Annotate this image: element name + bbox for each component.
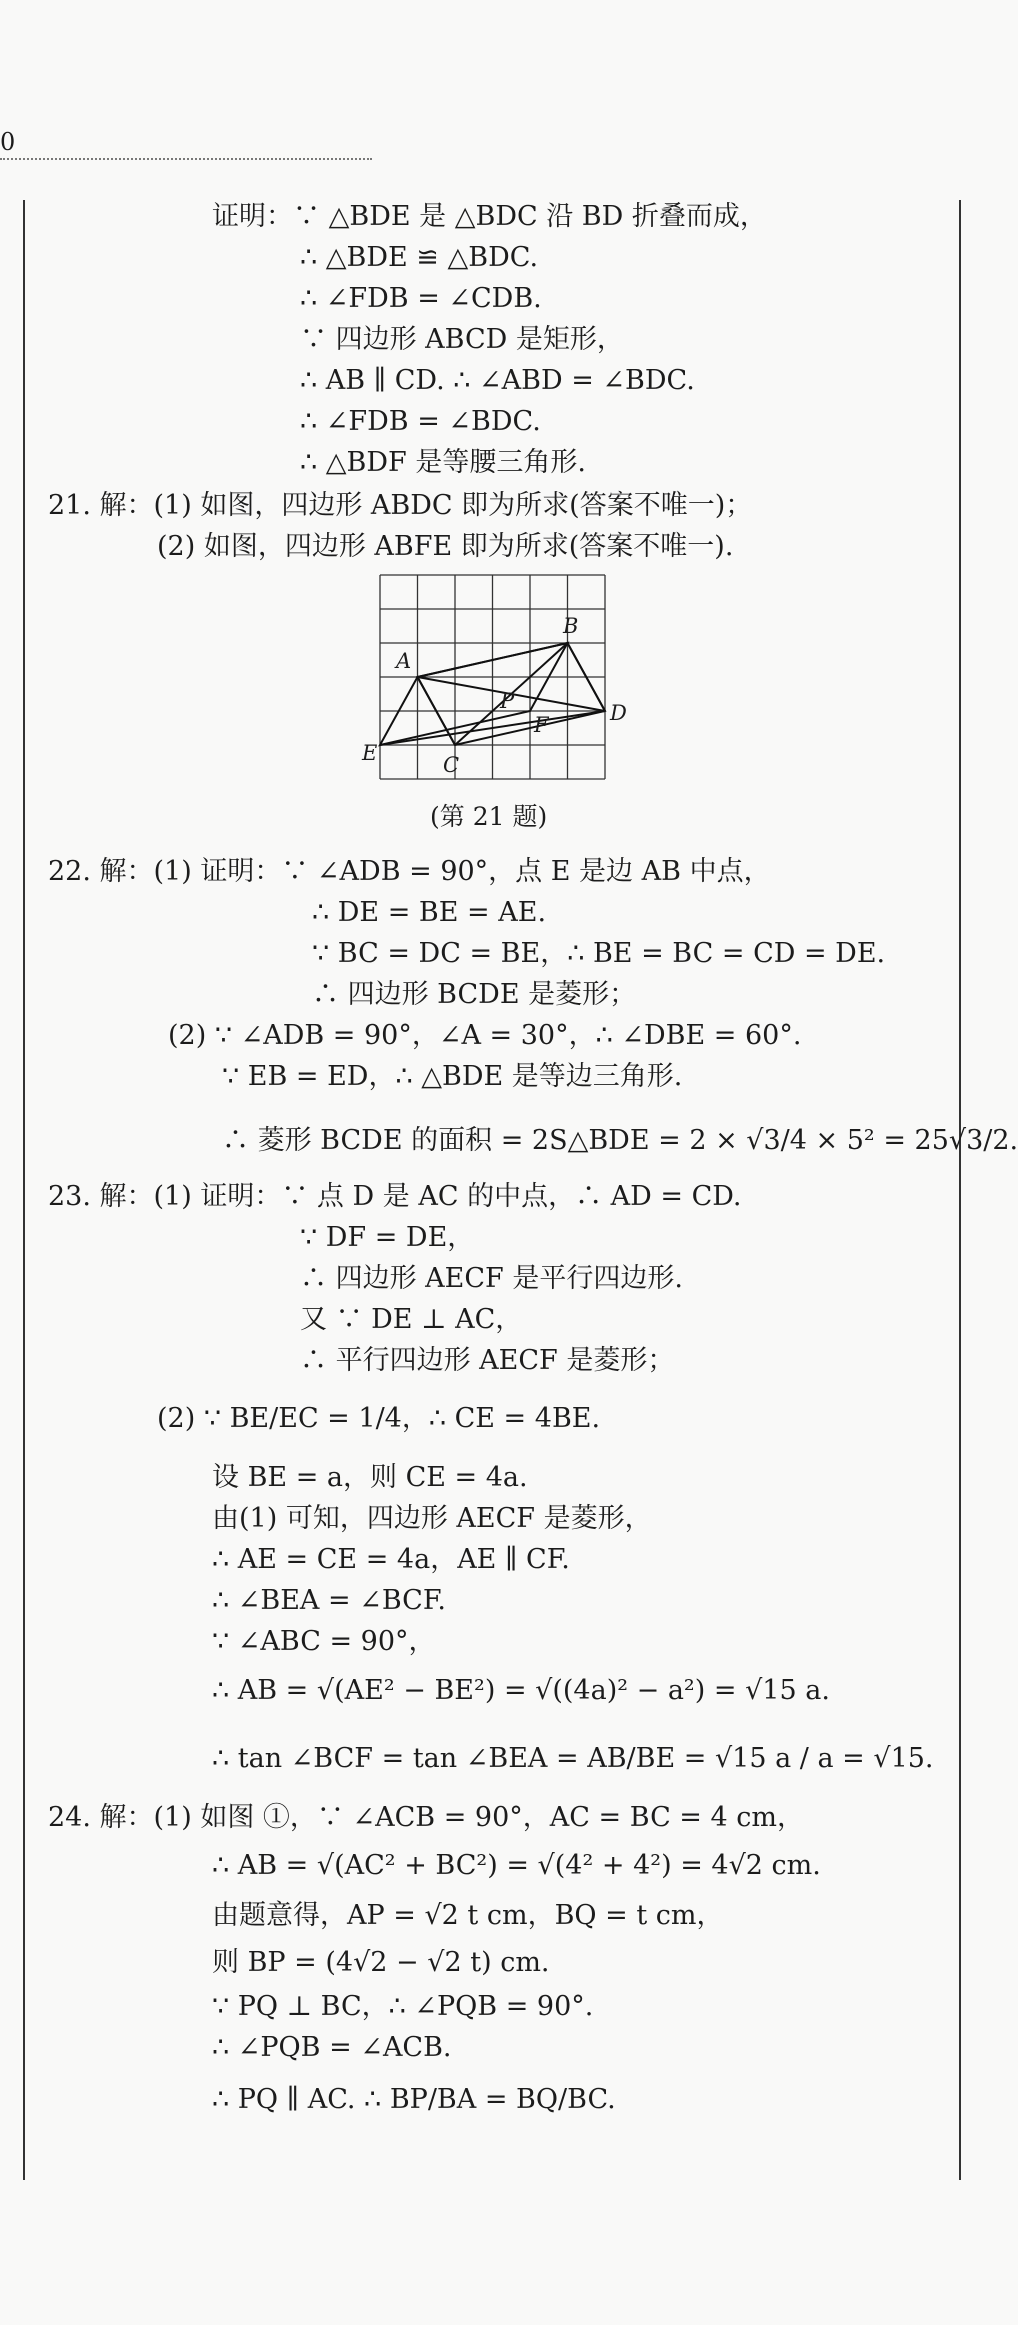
figure-label: E bbox=[362, 741, 378, 765]
figure-caption: (第 21 题) bbox=[430, 802, 548, 831]
figure-label: B bbox=[563, 614, 579, 638]
text-line: ∴ ∠PQB = ∠ACB. bbox=[212, 2032, 452, 2063]
text-line: ∵ BC = DC = BE，∴ BE = BC = CD = DE. bbox=[312, 938, 886, 969]
left-margin-rule bbox=[23, 200, 25, 2180]
right-margin-rule bbox=[959, 200, 961, 2180]
header-dotted-rule bbox=[0, 158, 372, 160]
figure-label: F bbox=[534, 713, 549, 737]
text-line: ∴ ∠BEA = ∠BCF. bbox=[212, 1585, 446, 1616]
text-line: ∴ 平行四边形 AECF 是菱形； bbox=[300, 1345, 675, 1376]
text-line: ∵ 四边形 ABCD 是矩形， bbox=[300, 324, 624, 355]
text-line: ∵ DF = DE， bbox=[300, 1222, 475, 1253]
text-line: ∵ PQ ⊥ BC，∴ ∠PQB = 90°. bbox=[212, 1991, 594, 2022]
text-line: 由题意得，AP = √2 t cm，BQ = t cm， bbox=[212, 1900, 724, 1931]
text-line: ∴ △BDE ≌ △BDC. bbox=[300, 242, 539, 273]
text-line: ∴ △BDF 是等腰三角形. bbox=[300, 447, 586, 478]
text-line: 22. 解：(1) 证明：∵ ∠ADB = 90°，点 E 是边 AB 中点， bbox=[48, 856, 771, 887]
text-line: 由(1) 可知，四边形 AECF 是菱形， bbox=[212, 1503, 652, 1534]
figure-label: D bbox=[610, 701, 627, 725]
figure-label: P bbox=[500, 689, 515, 713]
text-line: ∴ PQ ∥ AC. ∴ BP/BA = BQ/BC. bbox=[212, 2084, 616, 2115]
text-line: ∵ EB = ED，∴ △BDE 是等边三角形. bbox=[222, 1061, 683, 1092]
text-line: ∴ 四边形 AECF 是平行四边形. bbox=[300, 1263, 683, 1294]
text-line: 23. 解：(1) 证明：∵ 点 D 是 AC 的中点，∴ AD = CD. bbox=[48, 1181, 742, 1212]
text-line: ∴ ∠FDB = ∠BDC. bbox=[300, 406, 541, 437]
text-line: ∴ ∠FDB = ∠CDB. bbox=[300, 283, 542, 314]
text-line: ∴ DE = BE = AE. bbox=[312, 897, 547, 928]
text-line: 21. 解：(1) 如图，四边形 ABDC 即为所求(答案不唯一)； bbox=[48, 490, 753, 521]
text-line: (2) ∵ BE/EC = 1/4，∴ CE = 4BE. bbox=[157, 1403, 601, 1434]
figure-label: A bbox=[396, 649, 412, 673]
text-line: (2) ∵ ∠ADB = 90°，∠A = 30°，∴ ∠DBE = 60°. bbox=[168, 1020, 802, 1051]
text-line: ∴ AB ∥ CD. ∴ ∠ABD = ∠BDC. bbox=[300, 365, 695, 396]
text-line: 则 BP = (4√2 − √2 t) cm. bbox=[212, 1947, 550, 1978]
text-line: 设 BE = a，则 CE = 4a. bbox=[212, 1462, 528, 1493]
text-line: ∴ AE = CE = 4a，AE ∥ CF. bbox=[212, 1544, 570, 1575]
text-line: ∴ 菱形 BCDE 的面积 = 2S△BDE = 2 × √3/4 × 5² = 25√3/2. bbox=[222, 1125, 1018, 1156]
page-number: 0 bbox=[0, 128, 16, 156]
text-line: 24. 解：(1) 如图 ①，∵ ∠ACB = 90°，AC = BC = 4 cm， bbox=[48, 1802, 804, 1833]
figure-label: C bbox=[443, 753, 460, 777]
text-line: 证明：∵ △BDE 是 △BDC 沿 BD 折叠而成， bbox=[212, 201, 767, 232]
figure-21 bbox=[360, 570, 627, 800]
text-line: ∵ ∠ABC = 90°， bbox=[212, 1626, 436, 1657]
text-line: ∴ AB = √(AE² − BE²) = √((4a)² − a²) = √15 a. bbox=[212, 1675, 830, 1706]
text-line: ∴ 四边形 BCDE 是菱形； bbox=[312, 979, 637, 1010]
text-line: (2) 如图，四边形 ABFE 即为所求(答案不唯一). bbox=[157, 531, 734, 562]
text-line: ∴ tan ∠BCF = tan ∠BEA = AB/BE = √15 a / a = √15. bbox=[212, 1743, 934, 1774]
text-line: ∴ AB = √(AC² + BC²) = √(4² + 4²) = 4√2 cm. bbox=[212, 1850, 821, 1881]
text-line: 又 ∵ DE ⊥ AC， bbox=[300, 1304, 523, 1335]
